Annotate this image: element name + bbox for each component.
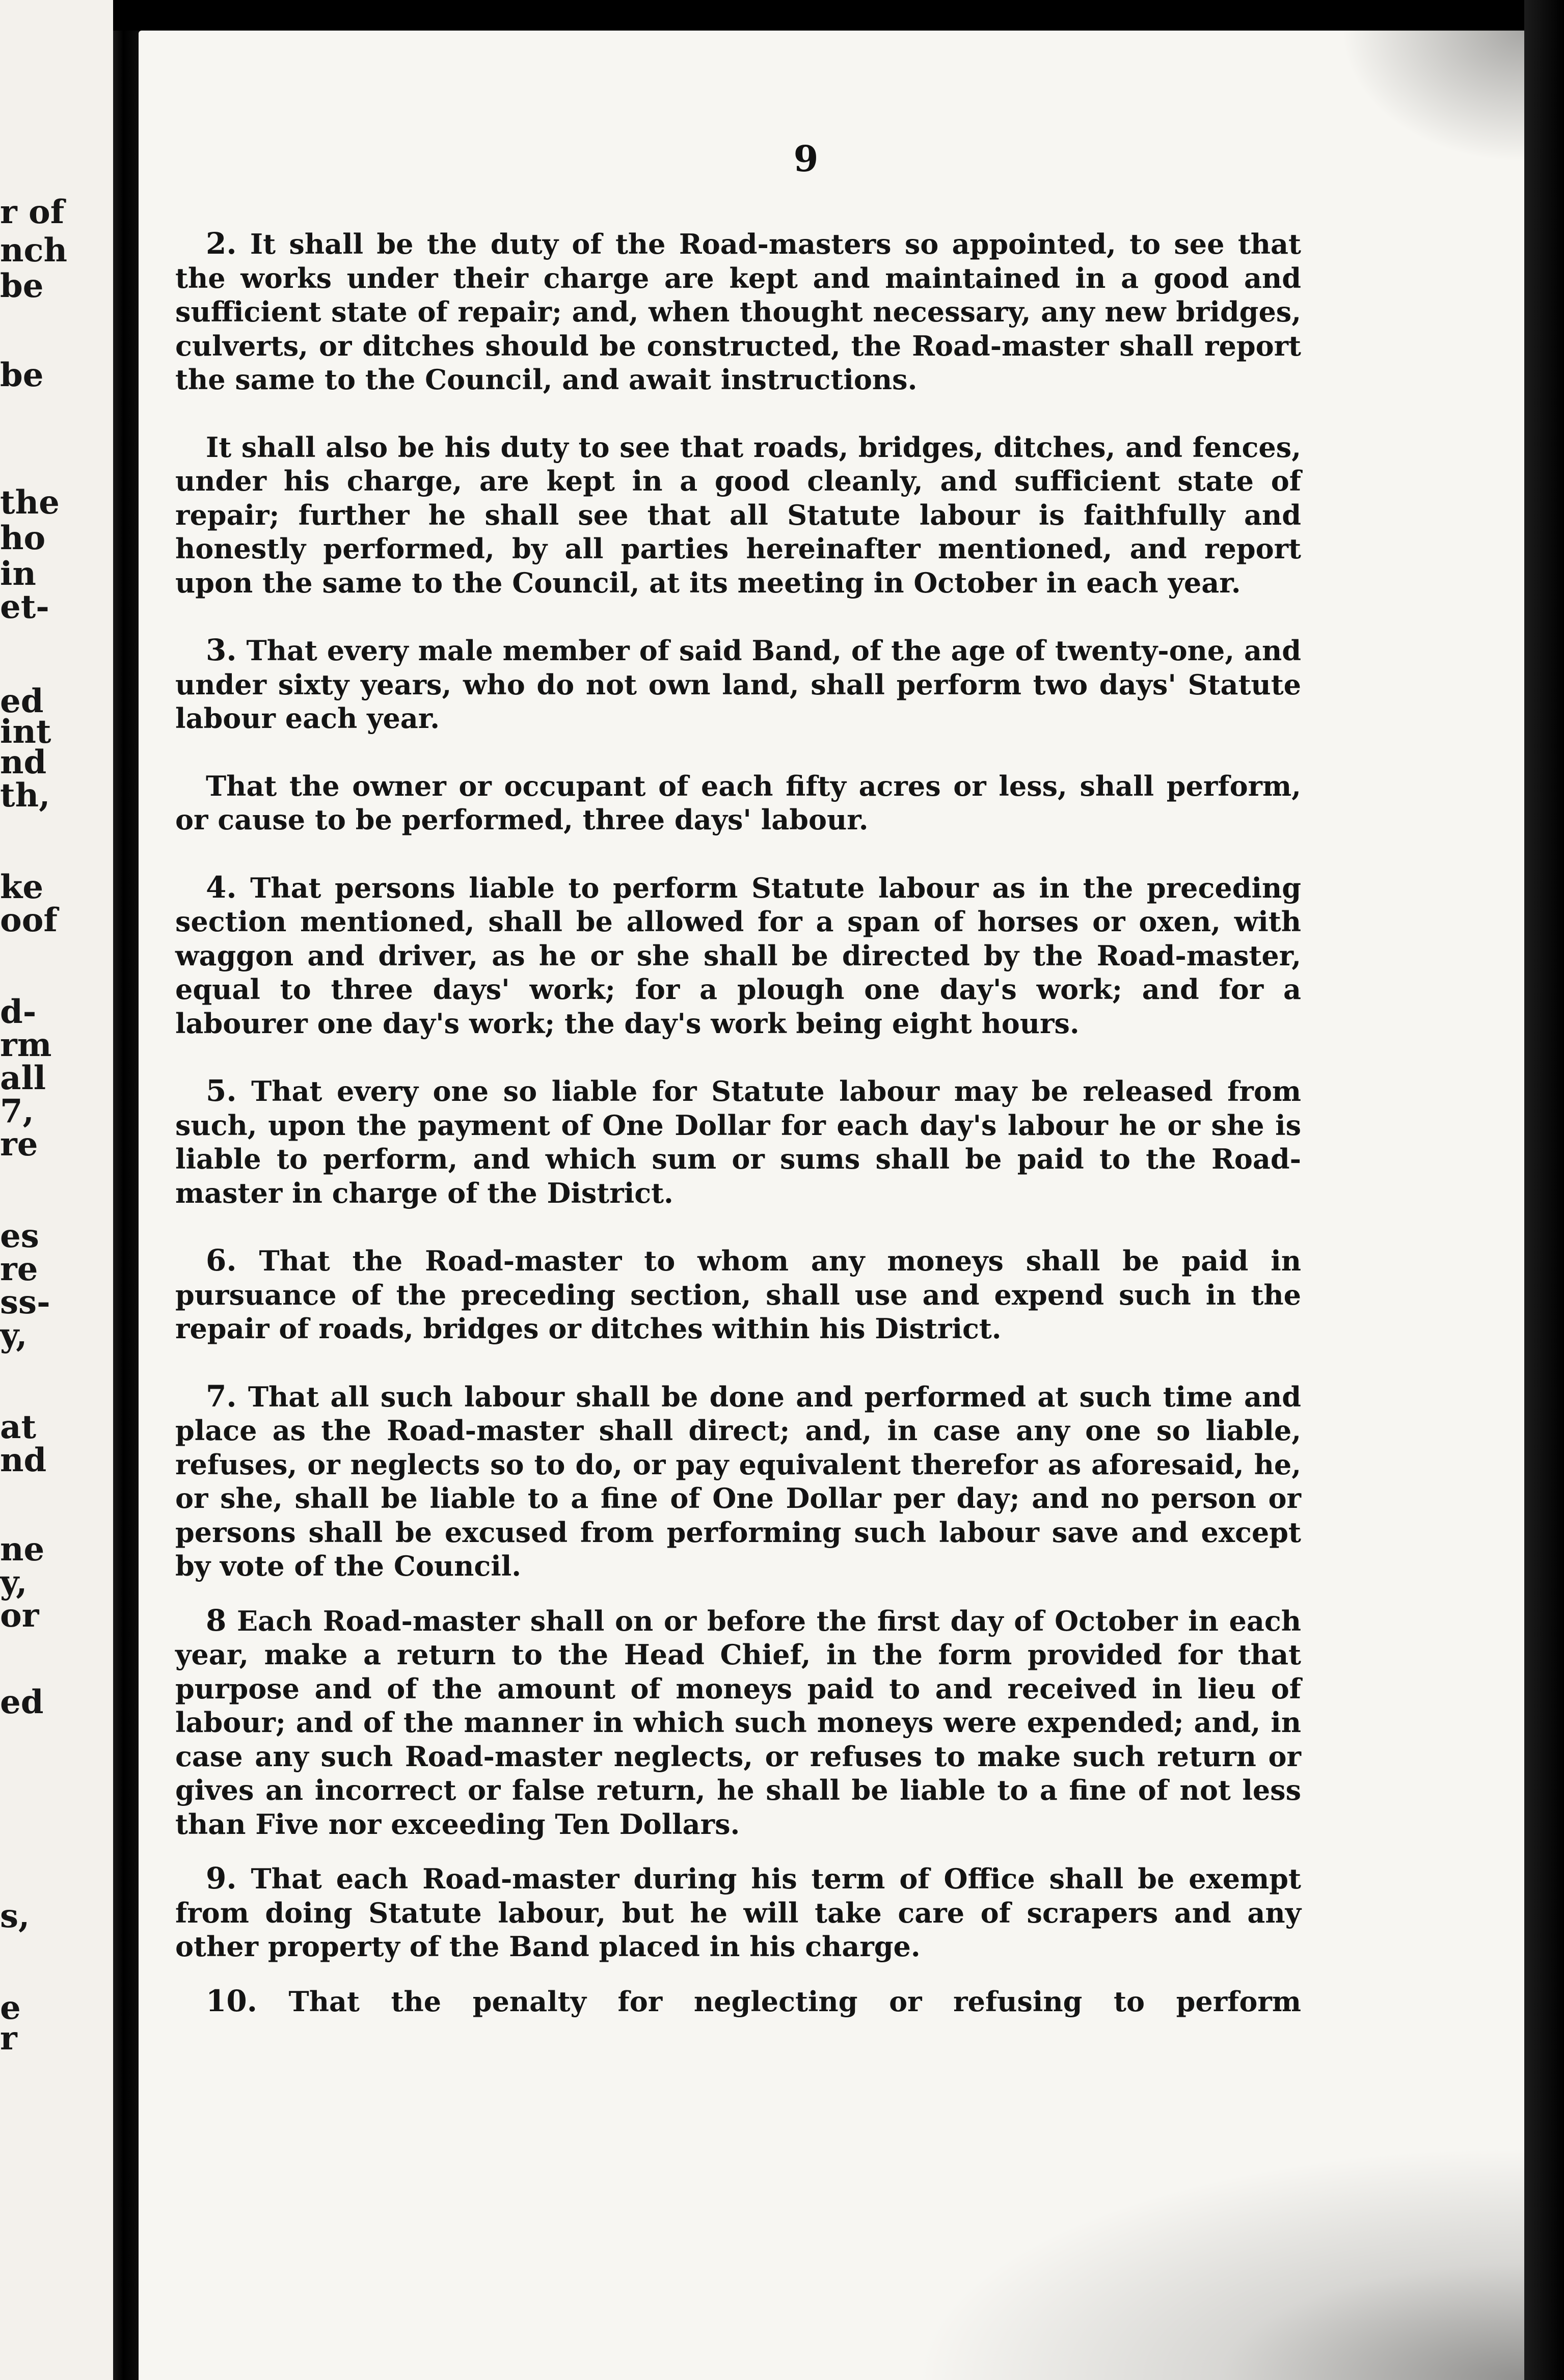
margin-fragment: ne — [0, 1530, 45, 1568]
margin-fragment: be — [0, 356, 44, 394]
body-text — [175, 227, 1301, 2018]
section-text: That each Road-master during his term of Office shall be exempt from doing Statute labour, but he will take care of scrapers and any other property of the Band placed in his charge. — [175, 1862, 1301, 1963]
margin-fragment: ke — [0, 868, 44, 906]
section-10 — [175, 1984, 1301, 2019]
margin-fragment: s, — [0, 1897, 30, 1935]
margin-fragment: r of — [0, 193, 65, 231]
section-7 — [175, 1380, 1301, 1583]
margin-fragment: int — [0, 713, 51, 751]
margin-fragment: ed — [0, 1683, 44, 1721]
margin-fragment: re — [0, 1125, 38, 1164]
section-text: That persons liable to perform Statute labour as in the preceding section mentioned, shall be allowed for a span of horses or oxen, with waggon and driver, as he or she shall be directed by the Road-master, equal to three days' work; for a plough one day's work; and for a labourer one day's work; the day's work being eight hours. — [175, 871, 1301, 1040]
page — [139, 31, 1524, 2380]
margin-fragment: or — [0, 1597, 39, 1635]
page-number: 9 — [793, 138, 819, 180]
right-edge — [1524, 0, 1564, 2380]
section-text: That the Road-master to whom any moneys shall be paid in pursuance of the preceding section, shall use and expend such in the repair of roads, bridges or ditches within his District. — [175, 1245, 1301, 1345]
margin-fragment: re — [0, 1250, 38, 1288]
section-2 — [175, 227, 1301, 397]
margin-fragment: be — [0, 267, 44, 305]
section-text: Each Road-master shall on or before the first day of October in each year, make a return to the Head Chief, in the form provided for that purpose and of the amount of moneys paid to and received in lieu of labour; and of the manner in which such moneys were expended; and, in case any such Road-master neglects, or refuses to make such return or gives an incorrect or false return, he shall be liable to a fine of not less than Five nor exceeding Ten Dollars. — [175, 1604, 1301, 1841]
margin-fragment: e — [0, 1989, 21, 2027]
section-number: 3. — [206, 633, 237, 667]
scan-stain — [1341, 31, 1524, 163]
margin-fragment: r — [0, 2019, 17, 2058]
margin-fragment: ss- — [0, 1283, 50, 1321]
margin-fragment: at — [0, 1408, 37, 1446]
section-text: It shall be the duty of the Road-masters so appointed, to see that the works under their charge are kept and maintained in a good and sufficient state of repair; and, when thought necessary, any new bridges, culverts, or ditches should be constructed, the Road-master shall report the same to the Council, and await instructions. — [175, 228, 1301, 396]
section-number: 7. — [206, 1378, 237, 1414]
margin-fragment: oof — [0, 901, 58, 939]
section-number: 6. — [206, 1243, 237, 1278]
section-6 — [175, 1243, 1301, 1346]
section-3-continued — [175, 769, 1301, 837]
scan-stain — [913, 2146, 1524, 2380]
section-9 — [175, 1861, 1301, 1964]
margin-fragment: nd — [0, 1441, 47, 1479]
section-number: 10. — [206, 1983, 257, 2018]
section-5 — [175, 1074, 1301, 1210]
section-number: 5. — [206, 1073, 237, 1108]
section-number: 2. — [206, 226, 237, 261]
section-text: That the owner or occupant of each fifty acres or less, shall perform, or cause to be performed, three days' labour. — [175, 769, 1301, 836]
margin-fragment: nd — [0, 743, 47, 781]
margin-fragment: th, — [0, 776, 50, 815]
margin-fragment: 7, — [0, 1092, 34, 1130]
margin-fragment: ho — [0, 519, 46, 557]
section-4 — [175, 871, 1301, 1041]
previous-page-margin — [0, 0, 113, 2380]
section-8 — [175, 1604, 1301, 1842]
margin-fragment: et- — [0, 588, 49, 626]
section-number: 8 — [206, 1603, 227, 1638]
margin-fragment: rm — [0, 1026, 52, 1064]
margin-fragment: y, — [0, 1316, 28, 1355]
section-number: 4. — [206, 870, 237, 905]
section-text: That every one so liable for Statute labour may be released from such, upon the payment of One Dollar for each day's labour he or she is liable to perform, and which sum or sums shall be paid to the Road-master in charge of the District. — [175, 1075, 1301, 1209]
section-2-continued — [175, 430, 1301, 600]
margin-fragment: d- — [0, 993, 37, 1031]
margin-fragment: ed — [0, 682, 44, 720]
section-text: It shall also be his duty to see that roads, bridges, ditches, and fences, under his charge, are kept in a good cleanly, and sufficient state of repair; further he shall see that all Statute labour is faithfully and honestly performed, by all parties hereinafter mentioned, and report upon the same to the Council, at its meeting in October in each year. — [175, 430, 1301, 599]
margin-fragment: all — [0, 1059, 46, 1097]
section-text: That all such labour shall be done and performed at such time and place as the Road-master shall direct; and, in case any one so liable, refuses, or neglects so to do, or pay equivalent therefor as aforesaid, he, or she, shall be liable to a fine of One Dollar per day; and no person or persons shall be excused from performing such labour save and except by vote of the Council. — [175, 1380, 1301, 1582]
section-text: That the penalty for neglecting or refusing to perform — [288, 1985, 1301, 2018]
section-number: 9. — [206, 1861, 237, 1896]
section-3 — [175, 633, 1301, 736]
section-text: That every male member of said Band, of the age of twenty-one, and under sixty years, who do not own land, shall perform two days' Statute labour each year. — [175, 634, 1301, 735]
book-gutter — [113, 0, 139, 2380]
top-edge — [113, 0, 1564, 31]
margin-fragment: y, — [0, 1563, 28, 1602]
margin-fragment: the — [0, 483, 60, 522]
margin-fragment: in — [0, 555, 36, 593]
margin-fragment: es — [0, 1217, 39, 1255]
margin-fragment: nch — [0, 231, 68, 269]
